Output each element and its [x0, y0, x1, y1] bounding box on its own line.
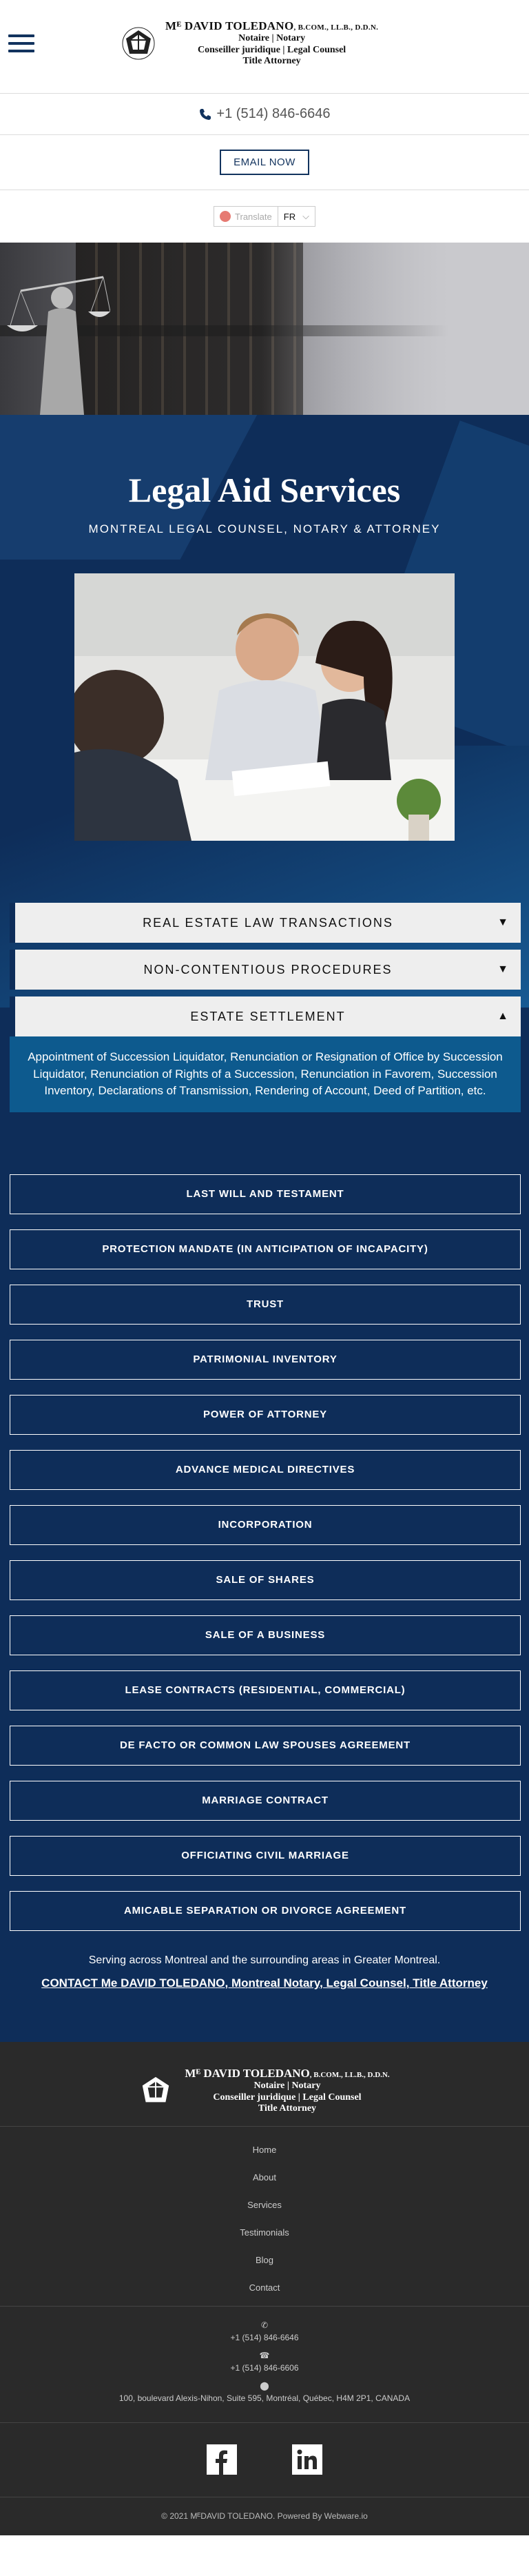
- google-translate-icon: [220, 211, 231, 222]
- scales-emblem-icon: [121, 26, 156, 61]
- footer-logo[interactable]: [0, 2042, 529, 2126]
- service-button[interactable]: OFFICIATING CIVIL MARRIAGE: [10, 1836, 521, 1876]
- translate-label: Translate: [235, 211, 272, 222]
- service-button[interactable]: SALE OF SHARES: [10, 1560, 521, 1600]
- fax-icon: ☎: [259, 2350, 270, 2360]
- hero-banner-image: [0, 243, 529, 415]
- estate-settlement-panel: Appointment of Succession Liquidator, Renunciation or Resignation of Office by Succession Liquidator, Renunciation of Rights of a Succession, Renunciation in Favorem, Succession Inventory, Declarations of Transmission, Rendering of Account, Deed of Partition, etc.: [10, 1036, 521, 1112]
- service-button[interactable]: INCORPORATION: [10, 1505, 521, 1545]
- service-button[interactable]: PATRIMONIAL INVENTORY: [10, 1340, 521, 1380]
- footer-nav-home[interactable]: Home: [252, 2144, 277, 2155]
- page-subtitle: MONTREAL LEGAL COUNSEL, NOTARY & ATTORNEY: [88, 522, 441, 535]
- service-button[interactable]: LAST WILL AND TESTAMENT: [10, 1174, 521, 1214]
- title-line-2: Conseiller juridique | Legal Counsel: [198, 44, 346, 55]
- footer-nav-about[interactable]: About: [253, 2171, 276, 2183]
- footer-nav: [0, 2126, 529, 2306]
- phone-icon: [198, 108, 212, 121]
- banner-fade: [262, 243, 529, 415]
- accordion-estate-settlement[interactable]: [10, 996, 521, 1036]
- service-button[interactable]: MARRIAGE CONTRACT: [10, 1781, 521, 1821]
- site-header: [0, 0, 529, 93]
- footer-nav-contact[interactable]: Contact: [249, 2282, 280, 2293]
- email-now-button[interactable]: EMAIL NOW: [220, 150, 309, 175]
- service-button[interactable]: SALE OF A BUSINESS: [10, 1615, 521, 1655]
- accordion-label: ESTATE SETTLEMENT: [190, 1009, 346, 1023]
- site-footer: [0, 2042, 529, 2535]
- footer-title-line-2: Conseiller juridique | Legal Counsel: [213, 2092, 362, 2103]
- service-button[interactable]: ADVANCE MEDICAL DIRECTIVES: [10, 1450, 521, 1490]
- caret-down-icon: ▼: [497, 963, 510, 975]
- footer-attorney-name: Mᴱ DAVID TOLEDANO: [185, 2067, 310, 2081]
- translate-button[interactable]: [214, 207, 278, 226]
- language-value: FR: [283, 211, 296, 222]
- attorney-name: Mᴱ DAVID TOLEDANO: [165, 19, 294, 32]
- accordion-non-contentious[interactable]: [10, 950, 521, 990]
- footer-nav-testimonials[interactable]: Testimonials: [240, 2227, 289, 2238]
- site-logo[interactable]: [121, 19, 378, 68]
- clients-meeting-illustration: [74, 573, 455, 841]
- accordion-label: REAL ESTATE LAW TRANSACTIONS: [143, 915, 393, 930]
- facebook-icon[interactable]: [207, 2444, 237, 2475]
- service-button[interactable]: PROTECTION MANDATE (IN ANTICIPATION OF INCAPACITY): [10, 1229, 521, 1269]
- footer-contact-info: [0, 2306, 529, 2422]
- email-bar: [0, 134, 529, 190]
- translate-bar: [0, 190, 529, 243]
- footer-fax: +1 (514) 846-6606: [230, 2362, 299, 2373]
- title-line-3: Title Attorney: [242, 56, 301, 67]
- caret-down-icon: ▼: [497, 917, 510, 928]
- service-area-text: Serving across Montreal and the surrounding areas in Greater Montreal.: [88, 1954, 441, 1966]
- footer-address[interactable]: 100, boulevard Alexis-Nihon, Suite 595, Montréal, Québec, H4M 2P1, CANADA: [118, 2393, 411, 2403]
- caret-up-icon: ▲: [497, 1010, 510, 1022]
- service-button[interactable]: LEASE CONTRACTS (RESIDENTIAL, COMMERCIAL): [10, 1670, 521, 1710]
- footer-phone[interactable]: +1 (514) 846-6646: [230, 2332, 299, 2342]
- header-phone-link[interactable]: +1 (514) 846-6646: [216, 106, 331, 121]
- accordion-label: NON-CONTENTIOUS PROCEDURES: [143, 962, 393, 977]
- phone-bar: [0, 93, 529, 134]
- title-line-1: Notaire | Notary: [238, 33, 306, 44]
- page-title: Legal Aid Services: [128, 471, 401, 509]
- footer-nav-services[interactable]: Services: [247, 2199, 282, 2210]
- lady-justice-statue-icon: [7, 249, 110, 415]
- services-accordion: [10, 903, 521, 1112]
- services-section: [0, 415, 529, 2042]
- chevron-down-icon: ⌵: [302, 211, 309, 221]
- clients-meeting-photo: [74, 573, 455, 841]
- phone-icon: ✆: [260, 2320, 269, 2330]
- credentials: , B.COM., LL.B., D.D.N.: [293, 23, 379, 32]
- menu-icon[interactable]: [8, 34, 34, 55]
- copyright: © 2021 MᴱDAVID TOLEDANO. Powered By Webware.io: [0, 2497, 529, 2535]
- translate-widget[interactable]: [214, 206, 315, 227]
- accordion-real-estate[interactable]: [10, 903, 521, 943]
- footer-credentials: , B.COM., LL.B., D.D.N.: [309, 2071, 390, 2080]
- social-links: [0, 2422, 529, 2497]
- service-buttons-list: [10, 1174, 521, 1931]
- service-button[interactable]: DE FACTO OR COMMON LAW SPOUSES AGREEMENT: [10, 1726, 521, 1766]
- service-button[interactable]: AMICABLE SEPARATION OR DIVORCE AGREEMENT: [10, 1891, 521, 1931]
- footer-title-line-1: Notaire | Notary: [253, 2081, 321, 2092]
- service-button[interactable]: TRUST: [10, 1285, 521, 1325]
- service-button[interactable]: POWER OF ATTORNEY: [10, 1395, 521, 1435]
- contact-link[interactable]: CONTACT Me DAVID TOLEDANO, Montreal Notary, Legal Counsel, Title Attorney: [41, 1976, 488, 1990]
- language-select[interactable]: [278, 211, 315, 222]
- footer-nav-blog[interactable]: Blog: [255, 2254, 274, 2265]
- scales-emblem-icon: [139, 2074, 172, 2107]
- footer-title-line-3: Title Attorney: [258, 2103, 317, 2114]
- location-pin-icon: ⬤: [260, 2380, 269, 2391]
- linkedin-icon[interactable]: [292, 2444, 322, 2475]
